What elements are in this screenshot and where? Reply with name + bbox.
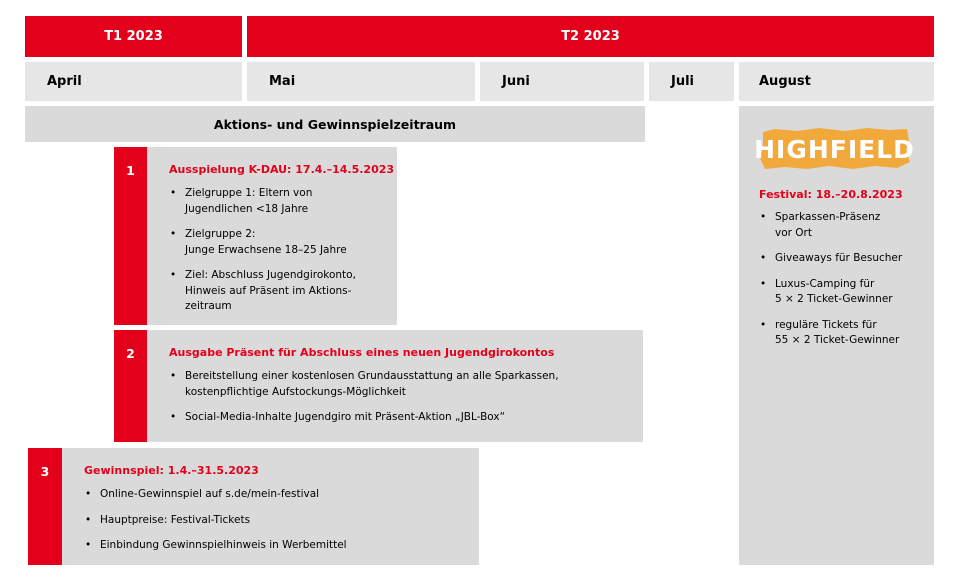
list-item: • Giveaways für Besucher	[759, 251, 929, 267]
quarter-header-t2: T2 2023	[247, 16, 934, 57]
list-item: • Einbindung Gewinnspielhinweis in Werbemittel	[84, 538, 479, 554]
list-item: • Hauptpreise: Festival-Tickets	[84, 513, 479, 529]
festival-panel	[739, 106, 934, 565]
campaign-period-bar: Aktions- und Gewinnspielzeitraum	[25, 106, 645, 142]
festival-title: Festival: 18.–20.8.2023	[759, 188, 903, 201]
card-1-title: Ausspielung K-DAU: 17.4.–14.5.2023	[169, 163, 395, 176]
card-2-title: Ausgabe Präsent für Abschluss eines neuen Jugendgirokontos	[169, 346, 555, 359]
list-item: • Zielgruppe 1: Eltern von Jugendlichen <18 Jahre	[169, 186, 397, 217]
month-juni: Juni	[480, 62, 644, 101]
highfield-logo	[754, 126, 915, 172]
card-3-list	[84, 487, 479, 554]
card-1-number: 1	[114, 147, 147, 325]
month-april: April	[25, 62, 242, 101]
card-3	[62, 448, 479, 565]
list-item: • Ziel: Abschluss Jugendgirokonto, Hinweis auf Präsent im Aktions- zeitraum	[169, 268, 397, 315]
month-august: August	[739, 62, 934, 101]
list-item: • Zielgruppe 2: Junge Erwachsene 18–25 Jahre	[169, 227, 397, 258]
card-2	[147, 330, 643, 442]
list-item: • Social-Media-Inhalte Jugendgiro mit Präsent-Aktion „JBL-Box“	[169, 410, 643, 426]
highfield-logo-text: HIGHFIELD	[754, 134, 915, 164]
list-item: • Sparkassen-Präsenz vor Ort	[759, 210, 929, 241]
month-juli: Juli	[649, 62, 734, 101]
list-item: • Online-Gewinnspiel auf s.de/mein-festival	[84, 487, 479, 503]
card-1	[147, 147, 397, 325]
month-mai: Mai	[247, 62, 475, 101]
list-item: • reguläre Tickets für 55 × 2 Ticket-Gewinner	[759, 318, 929, 349]
card-2-number: 2	[114, 330, 147, 442]
quarter-header-t1: T1 2023	[25, 16, 242, 57]
card-3-number: 3	[28, 448, 62, 565]
card-2-list	[169, 369, 643, 426]
festival-list	[759, 210, 929, 359]
list-item: • Bereitstellung einer kostenlosen Grundausstattung an alle Sparkassen, kostenpflichtige Aufstockungs-Möglichkeit	[169, 369, 643, 400]
list-item: • Luxus-Camping für 5 × 2 Ticket-Gewinner	[759, 277, 929, 308]
card-1-list	[169, 186, 397, 315]
card-3-title: Gewinnspiel: 1.4.–31.5.2023	[84, 464, 259, 477]
